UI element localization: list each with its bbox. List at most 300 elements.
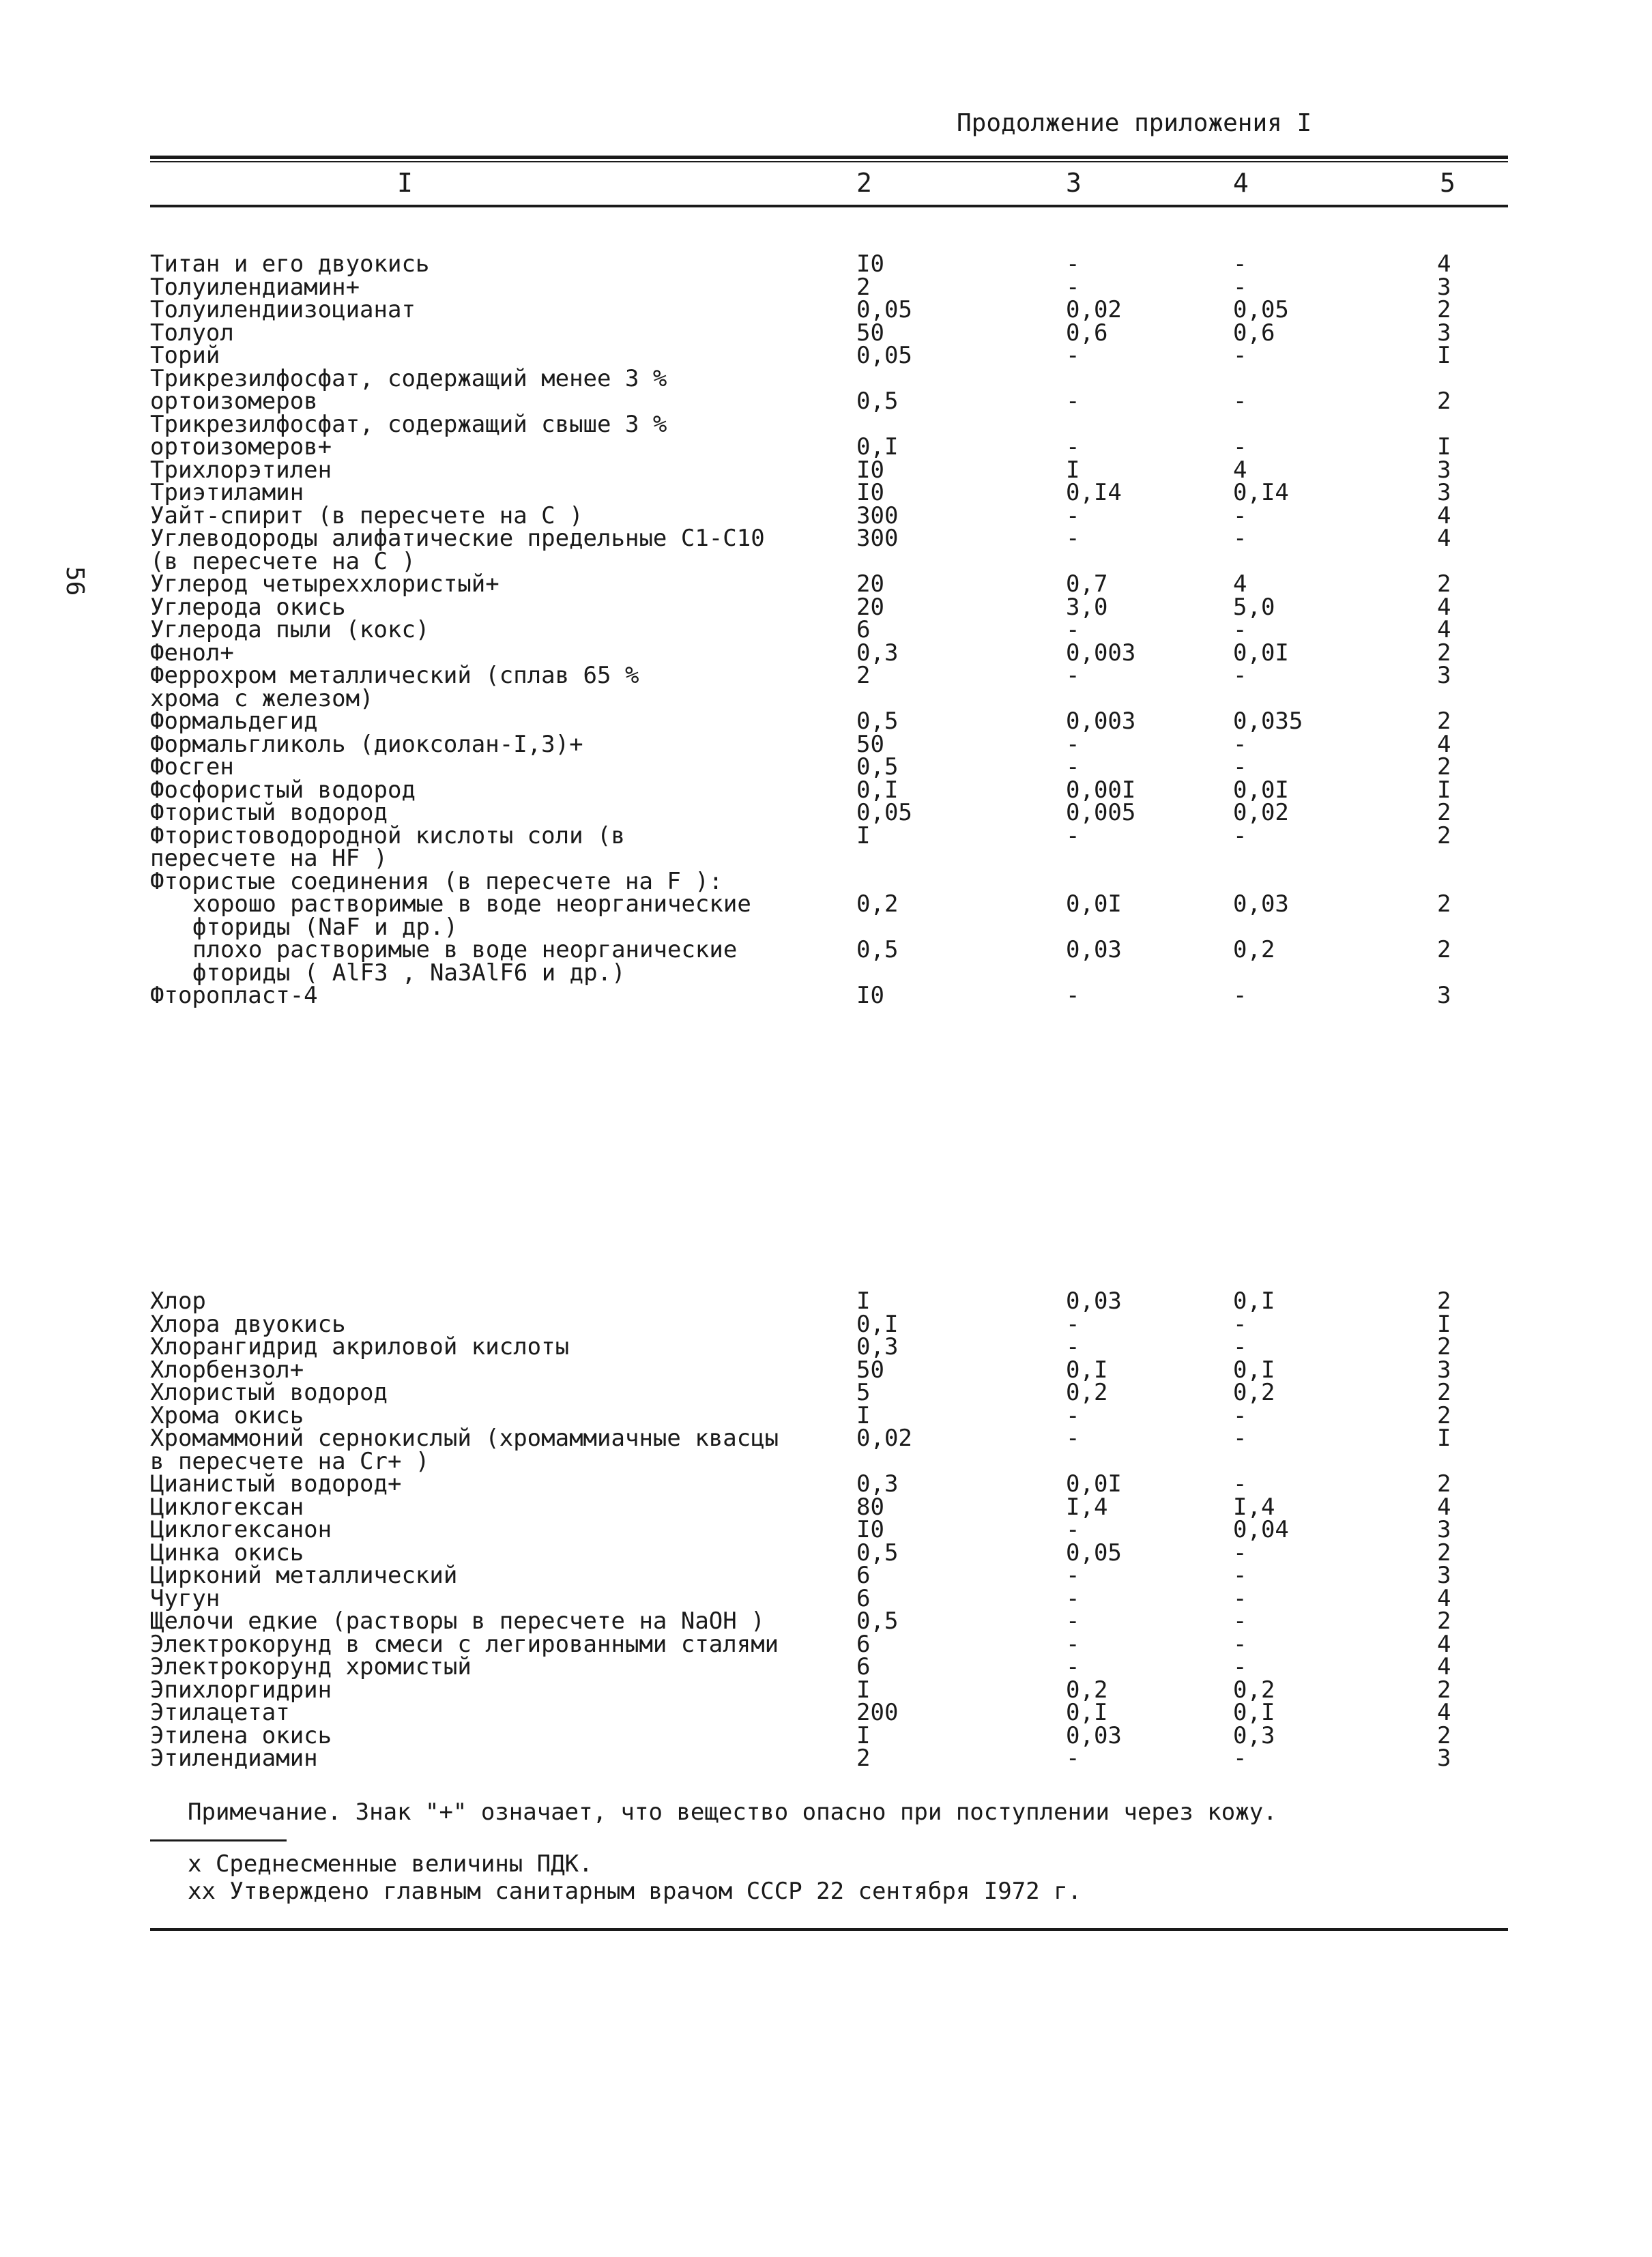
cell-col-5: 4 bbox=[1437, 1699, 1451, 1726]
column-number-1: I bbox=[397, 168, 413, 198]
table-row bbox=[0, 1287, 1652, 1315]
substance-name: ортоизомеров bbox=[150, 388, 318, 415]
substance-name: Хлористый водород bbox=[150, 1379, 388, 1406]
cell-col-3: - bbox=[1066, 1425, 1080, 1452]
table-row bbox=[0, 1518, 1652, 1541]
cell-col-3: - bbox=[1066, 662, 1080, 689]
cell-col-2: 6 bbox=[856, 1584, 871, 1612]
cell-col-2: 0,05 bbox=[856, 799, 912, 826]
table-row bbox=[0, 664, 1652, 687]
cell-col-5: 2 bbox=[1437, 1470, 1451, 1498]
page-number: 56 bbox=[61, 566, 89, 596]
cell-col-4: - bbox=[1233, 616, 1247, 643]
substance-name: Уайт-спирит (в пересчете на C ) bbox=[150, 501, 583, 529]
substance-name: Электрокорунд в смеси с легированными сталями bbox=[150, 1630, 779, 1658]
cell-col-5: 2 bbox=[1437, 1607, 1451, 1635]
cell-col-4: 0,6 bbox=[1233, 319, 1275, 347]
cell-col-5: 2 bbox=[1437, 708, 1451, 735]
cell-col-4: - bbox=[1233, 1584, 1247, 1612]
cell-col-2: I bbox=[856, 1676, 871, 1704]
header-bottom-rule bbox=[150, 205, 1508, 207]
top-rule-double-1 bbox=[150, 156, 1508, 159]
substance-name: ортоизомеров+ bbox=[150, 433, 332, 461]
substance-name: Циклогексанон bbox=[150, 1516, 332, 1543]
substance-name: Трихлорэтилен bbox=[150, 456, 332, 484]
table-row bbox=[0, 364, 1652, 392]
substance-name: Этилендиамин bbox=[150, 1745, 318, 1772]
cell-col-5: 3 bbox=[1437, 456, 1451, 484]
substance-name: хорошо растворимые в воде неорганические bbox=[192, 890, 751, 918]
cell-col-2: 0,5 bbox=[856, 1539, 899, 1567]
cell-col-3: 0,0I bbox=[1066, 890, 1122, 918]
cell-col-3: - bbox=[1066, 616, 1080, 643]
cell-col-3: 0,7 bbox=[1066, 570, 1108, 598]
cell-col-3: 3,0 bbox=[1066, 593, 1108, 621]
table-row bbox=[0, 1493, 1652, 1521]
cell-col-3: - bbox=[1066, 1310, 1080, 1338]
cell-col-3: - bbox=[1066, 501, 1080, 529]
table-row bbox=[0, 547, 1652, 575]
table-row bbox=[0, 458, 1652, 482]
substance-name: Фенол+ bbox=[150, 639, 234, 667]
table-row bbox=[0, 1539, 1652, 1567]
cell-col-3: 0,03 bbox=[1066, 1287, 1122, 1315]
cell-col-4: - bbox=[1233, 250, 1247, 278]
substance-name: Этилацетат bbox=[150, 1699, 290, 1726]
cell-col-4: - bbox=[1233, 1745, 1247, 1772]
cell-col-3: 0,I4 bbox=[1066, 479, 1122, 506]
table-row bbox=[0, 984, 1652, 1007]
substance-name: Фторопласт-4 bbox=[150, 982, 318, 1009]
cell-col-5: 3 bbox=[1437, 1356, 1451, 1384]
table-row bbox=[0, 1381, 1652, 1404]
cell-col-4: - bbox=[1233, 1333, 1247, 1360]
footnote-xx: xx Утверждено главным санитарным врачом СССР 22 сентября I972 г. bbox=[188, 1878, 1082, 1905]
substance-name: Толуилендиамин+ bbox=[150, 273, 360, 301]
cell-col-3: I,4 bbox=[1066, 1493, 1108, 1521]
cell-col-5: 2 bbox=[1437, 1676, 1451, 1704]
cell-col-3: - bbox=[1066, 1584, 1080, 1612]
cell-col-4: - bbox=[1233, 388, 1247, 415]
cell-col-3: - bbox=[1066, 1401, 1080, 1429]
table-row bbox=[0, 1310, 1652, 1338]
cell-col-4: - bbox=[1233, 342, 1247, 369]
substance-name: Торий bbox=[150, 342, 220, 369]
cell-col-4: 0,2 bbox=[1233, 936, 1275, 963]
table-row bbox=[0, 684, 1652, 712]
cell-col-2: 5 bbox=[856, 1379, 871, 1406]
cell-col-2: 0,I bbox=[856, 1310, 899, 1338]
cell-col-2: I0 bbox=[856, 479, 884, 506]
cell-col-3: 0,I bbox=[1066, 1699, 1108, 1726]
substance-name: Толуилендиизоцианат bbox=[150, 296, 416, 323]
cell-col-5: I bbox=[1437, 433, 1451, 461]
cell-col-5: 2 bbox=[1437, 1721, 1451, 1749]
table-row bbox=[0, 801, 1652, 824]
cell-col-5: 3 bbox=[1437, 1562, 1451, 1589]
top-rule-double-2 bbox=[150, 161, 1508, 162]
cell-col-3: 0,03 bbox=[1066, 1721, 1122, 1749]
substance-name: Цирконий металлический bbox=[150, 1562, 458, 1589]
cell-col-4: - bbox=[1233, 1562, 1247, 1589]
table-row bbox=[0, 481, 1652, 504]
cell-col-4: 0,I4 bbox=[1233, 479, 1289, 506]
cell-col-5: 4 bbox=[1437, 1630, 1451, 1658]
cell-col-5: 2 bbox=[1437, 1539, 1451, 1567]
cell-col-5: 4 bbox=[1437, 730, 1451, 758]
cell-col-3: I bbox=[1066, 456, 1080, 484]
substance-name: Фосфористый водород bbox=[150, 776, 416, 804]
cell-col-2: 300 bbox=[856, 501, 899, 529]
cell-col-3: - bbox=[1066, 821, 1080, 849]
cell-col-2: 0,I bbox=[856, 776, 899, 804]
cell-col-2: 80 bbox=[856, 1493, 884, 1521]
cell-col-5: 3 bbox=[1437, 1516, 1451, 1543]
cell-col-2: 0,2 bbox=[856, 890, 899, 918]
cell-col-3: - bbox=[1066, 982, 1080, 1009]
cell-col-5: 4 bbox=[1437, 593, 1451, 621]
cell-col-4: - bbox=[1233, 1425, 1247, 1452]
substance-name: Фтористый водород bbox=[150, 799, 388, 826]
table-row bbox=[0, 821, 1652, 849]
cell-col-2: I bbox=[856, 821, 871, 849]
cell-col-2: 50 bbox=[856, 730, 884, 758]
cell-col-2: 300 bbox=[856, 525, 899, 552]
continuation-label: Продолжение приложения I bbox=[957, 109, 1312, 137]
table-row bbox=[0, 252, 1652, 276]
substance-name: Чугун bbox=[150, 1584, 220, 1612]
cell-col-5: 2 bbox=[1437, 936, 1451, 963]
cell-col-5: 2 bbox=[1437, 890, 1451, 918]
cell-col-2: 0,05 bbox=[856, 296, 912, 323]
cell-col-5: 2 bbox=[1437, 639, 1451, 667]
substance-name: Фтористоводородной кислоты соли (в bbox=[150, 821, 625, 849]
cell-col-4: 0,2 bbox=[1233, 1676, 1275, 1704]
cell-col-2: 200 bbox=[856, 1699, 899, 1726]
cell-col-3: 0,005 bbox=[1066, 799, 1136, 826]
table-row bbox=[0, 1584, 1652, 1612]
cell-col-2: I bbox=[856, 1721, 871, 1749]
cell-col-5: 4 bbox=[1437, 1653, 1451, 1680]
substance-name: Толуол bbox=[150, 319, 234, 347]
substance-name: Формальдегид bbox=[150, 708, 318, 735]
table-row bbox=[0, 298, 1652, 321]
table-row bbox=[0, 1427, 1652, 1450]
substance-name: Циклогексан bbox=[150, 1493, 304, 1521]
cell-col-2: 20 bbox=[856, 570, 884, 598]
cell-col-2: I0 bbox=[856, 1516, 884, 1543]
table-row bbox=[0, 1678, 1652, 1702]
cell-col-2: 0,5 bbox=[856, 388, 899, 415]
cell-col-4: 0,02 bbox=[1233, 799, 1289, 826]
table-row bbox=[0, 344, 1652, 367]
cell-col-4: 0,2 bbox=[1233, 1379, 1275, 1406]
cell-col-5: I bbox=[1437, 1425, 1451, 1452]
bottom-rule bbox=[150, 1928, 1508, 1931]
cell-col-4: - bbox=[1233, 1653, 1247, 1680]
cell-col-5: 4 bbox=[1437, 1493, 1451, 1521]
cell-col-2: I0 bbox=[856, 250, 884, 278]
cell-col-2: I0 bbox=[856, 982, 884, 1009]
table-row bbox=[0, 1472, 1652, 1496]
cell-col-3: - bbox=[1066, 753, 1080, 781]
footnote-x: x Среднесменные величины ПДК. bbox=[188, 1850, 593, 1878]
cell-col-4: 0,I bbox=[1233, 1699, 1275, 1726]
cell-col-5: 4 bbox=[1437, 525, 1451, 552]
substance-name: Хлорбензол+ bbox=[150, 1356, 304, 1384]
table-row bbox=[0, 1564, 1652, 1587]
cell-col-2: 0,5 bbox=[856, 936, 899, 963]
table-row bbox=[0, 593, 1652, 621]
column-number-3: 3 bbox=[1066, 168, 1082, 198]
substance-name: Хлорангидрид акриловой кислоты bbox=[150, 1333, 570, 1360]
substance-name: фториды ( AlF3 , Na3AlF6 и др.) bbox=[192, 959, 626, 987]
substance-name: Феррохром металлический (сплав 65 % bbox=[150, 662, 639, 689]
cell-col-3: - bbox=[1066, 388, 1080, 415]
cell-col-4: 0,0I bbox=[1233, 639, 1289, 667]
table-row bbox=[0, 753, 1652, 781]
cell-col-4: - bbox=[1233, 433, 1247, 461]
table-row bbox=[0, 1701, 1652, 1724]
substance-name: пересчете на HF ) bbox=[150, 845, 388, 872]
substance-name: Триэтиламин bbox=[150, 479, 304, 506]
cell-col-2: 6 bbox=[856, 1653, 871, 1680]
cell-col-5: 2 bbox=[1437, 296, 1451, 323]
cell-col-2: 0,02 bbox=[856, 1425, 912, 1452]
substance-name: Цианистый водород+ bbox=[150, 1470, 402, 1498]
cell-col-3: - bbox=[1066, 730, 1080, 758]
substance-name: Цинка окись bbox=[150, 1539, 304, 1567]
table-row bbox=[0, 1607, 1652, 1635]
cell-col-5: 2 bbox=[1437, 1333, 1451, 1360]
cell-col-5: I bbox=[1437, 1310, 1451, 1338]
cell-col-2: 2 bbox=[856, 662, 871, 689]
footnote-divider bbox=[150, 1839, 287, 1841]
substance-name: Углеводороды алифатические предельные C1-C10 bbox=[150, 525, 765, 552]
substance-name: Трикрезилфосфат, содержащий свыше 3 % bbox=[150, 410, 667, 438]
cell-col-3: 0,2 bbox=[1066, 1379, 1108, 1406]
cell-col-2: I0 bbox=[856, 456, 884, 484]
substance-name: Формальгликоль (диоксолан-I,3)+ bbox=[150, 730, 583, 758]
substance-name: Эпихлоргидрин bbox=[150, 1676, 332, 1704]
cell-col-4: - bbox=[1233, 1539, 1247, 1567]
substance-name: Электрокорунд хромистый bbox=[150, 1653, 472, 1680]
cell-col-5: 2 bbox=[1437, 570, 1451, 598]
cell-col-5: 4 bbox=[1437, 250, 1451, 278]
cell-col-2: 0,I bbox=[856, 433, 899, 461]
substance-name: Трикрезилфосфат, содержащий менее 3 % bbox=[150, 364, 667, 392]
cell-col-2: 2 bbox=[856, 1745, 871, 1772]
table-row bbox=[0, 1721, 1652, 1749]
cell-col-5: 4 bbox=[1437, 501, 1451, 529]
cell-col-4: - bbox=[1233, 982, 1247, 1009]
table-row bbox=[0, 390, 1652, 413]
cell-col-5: 2 bbox=[1437, 821, 1451, 849]
substance-name: Хрома окись bbox=[150, 1401, 304, 1429]
table-row bbox=[0, 961, 1652, 985]
cell-col-3: - bbox=[1066, 250, 1080, 278]
cell-col-2: 6 bbox=[856, 1630, 871, 1658]
cell-col-3: - bbox=[1066, 1516, 1080, 1543]
cell-col-5: 3 bbox=[1437, 662, 1451, 689]
cell-col-4: - bbox=[1233, 501, 1247, 529]
cell-col-4: - bbox=[1233, 753, 1247, 781]
cell-col-3: 0,0I bbox=[1066, 1470, 1122, 1498]
table-row bbox=[0, 1335, 1652, 1358]
cell-col-4: 4 bbox=[1233, 570, 1247, 598]
cell-col-4: 0,05 bbox=[1233, 296, 1289, 323]
substance-name: Этилена окись bbox=[150, 1721, 332, 1749]
cell-col-4: - bbox=[1233, 1630, 1247, 1658]
cell-col-2: I bbox=[856, 1401, 871, 1429]
cell-col-4: 0,3 bbox=[1233, 1721, 1275, 1749]
cell-col-2: 6 bbox=[856, 1562, 871, 1589]
cell-col-2: 0,3 bbox=[856, 639, 899, 667]
cell-col-3: - bbox=[1066, 433, 1080, 461]
cell-col-3: - bbox=[1066, 273, 1080, 301]
cell-col-2: 0,5 bbox=[856, 753, 899, 781]
cell-col-4: I,4 bbox=[1233, 1493, 1275, 1521]
table-row bbox=[0, 527, 1652, 550]
cell-col-4: 0,03 bbox=[1233, 890, 1289, 918]
cell-col-3: - bbox=[1066, 525, 1080, 552]
substance-name: Титан и его двуокись bbox=[150, 250, 430, 278]
cell-col-5: 3 bbox=[1437, 1745, 1451, 1772]
cell-col-3: 0,6 bbox=[1066, 319, 1108, 347]
cell-col-3: 0,003 bbox=[1066, 639, 1136, 667]
table-row bbox=[0, 433, 1652, 461]
substance-name: Фтористые соединения (в пересчете на F ): bbox=[150, 867, 723, 895]
cell-col-4: - bbox=[1233, 525, 1247, 552]
cell-col-5: 2 bbox=[1437, 1379, 1451, 1406]
cell-col-4: 4 bbox=[1233, 456, 1247, 484]
cell-col-4: 5,0 bbox=[1233, 593, 1275, 621]
table-row bbox=[0, 1655, 1652, 1678]
cell-col-3: - bbox=[1066, 1607, 1080, 1635]
column-number-2: 2 bbox=[856, 168, 872, 198]
cell-col-5: 4 bbox=[1437, 616, 1451, 643]
cell-col-3: - bbox=[1066, 1653, 1080, 1680]
substance-name: Хлор bbox=[150, 1287, 206, 1315]
cell-col-4: - bbox=[1233, 662, 1247, 689]
column-number-4: 4 bbox=[1233, 168, 1249, 198]
cell-col-3: - bbox=[1066, 1630, 1080, 1658]
cell-col-3: 0,00I bbox=[1066, 776, 1136, 804]
cell-col-2: 0,5 bbox=[856, 708, 899, 735]
cell-col-2: 50 bbox=[856, 319, 884, 347]
substance-name: Хромаммоний сернокислый (хромаммиачные квасцы bbox=[150, 1425, 779, 1452]
cell-col-4: 0,0I bbox=[1233, 776, 1289, 804]
cell-col-2: 0,5 bbox=[856, 1607, 899, 1635]
table-row bbox=[0, 892, 1652, 916]
table-row bbox=[0, 618, 1652, 641]
table-row bbox=[0, 1358, 1652, 1382]
cell-col-4: - bbox=[1233, 273, 1247, 301]
cell-col-3: 0,I bbox=[1066, 1356, 1108, 1384]
table-row bbox=[0, 641, 1652, 665]
cell-col-3: - bbox=[1066, 342, 1080, 369]
table-row bbox=[0, 273, 1652, 301]
table-row bbox=[0, 847, 1652, 870]
cell-col-2: 0,3 bbox=[856, 1470, 899, 1498]
cell-col-5: 3 bbox=[1437, 982, 1451, 1009]
cell-col-5: 2 bbox=[1437, 1401, 1451, 1429]
table-row bbox=[0, 710, 1652, 733]
substance-name: Хлора двуокись bbox=[150, 1310, 346, 1338]
cell-col-2: I bbox=[856, 1287, 871, 1315]
substance-name: Углерода окись bbox=[150, 593, 346, 621]
cell-col-5: 2 bbox=[1437, 388, 1451, 415]
cell-col-3: 0,03 bbox=[1066, 936, 1122, 963]
cell-col-2: 20 bbox=[856, 593, 884, 621]
cell-col-5: I bbox=[1437, 342, 1451, 369]
table-row bbox=[0, 938, 1652, 961]
table-row bbox=[0, 1747, 1652, 1770]
cell-col-4: 0,035 bbox=[1233, 708, 1303, 735]
cell-col-4: - bbox=[1233, 821, 1247, 849]
substance-name: фториды (NaF и др.) bbox=[192, 913, 458, 941]
substance-name: Углерода пыли (кокс) bbox=[150, 616, 430, 643]
cell-col-3: - bbox=[1066, 1333, 1080, 1360]
substance-name: в пересчете на Cr+ ) bbox=[150, 1447, 430, 1475]
cell-col-4: 0,04 bbox=[1233, 1516, 1289, 1543]
cell-col-5: I bbox=[1437, 776, 1451, 804]
column-number-5: 5 bbox=[1440, 168, 1455, 198]
cell-col-5: 4 bbox=[1437, 1584, 1451, 1612]
table-note: Примечание. Знак "+" означает, что вещество опасно при поступлении через кожу. bbox=[188, 1799, 1277, 1826]
cell-col-3: 0,02 bbox=[1066, 296, 1122, 323]
cell-col-5: 2 bbox=[1437, 799, 1451, 826]
cell-col-2: 2 bbox=[856, 273, 871, 301]
cell-col-4: 0,I bbox=[1233, 1287, 1275, 1315]
cell-col-2: 6 bbox=[856, 616, 871, 643]
substance-name: Углерод четыреххлористый+ bbox=[150, 570, 499, 598]
cell-col-4: - bbox=[1233, 1470, 1247, 1498]
cell-col-5: 2 bbox=[1437, 753, 1451, 781]
cell-col-3: 0,2 bbox=[1066, 1676, 1108, 1704]
substance-name: Щелочи едкие (растворы в пересчете на NaOH ) bbox=[150, 1607, 765, 1635]
substance-name: (в пересчете на C ) bbox=[150, 547, 416, 575]
cell-col-3: 0,003 bbox=[1066, 708, 1136, 735]
substance-name: Фосген bbox=[150, 753, 234, 781]
cell-col-3: - bbox=[1066, 1562, 1080, 1589]
table-row bbox=[0, 321, 1652, 345]
table-row bbox=[0, 501, 1652, 529]
cell-col-2: 50 bbox=[856, 1356, 884, 1384]
table-row bbox=[0, 572, 1652, 596]
table-row bbox=[0, 410, 1652, 438]
cell-col-4: - bbox=[1233, 730, 1247, 758]
table-row bbox=[0, 867, 1652, 895]
table-row bbox=[0, 1401, 1652, 1429]
cell-col-4: - bbox=[1233, 1401, 1247, 1429]
substance-name: плохо растворимые в воде неорганические bbox=[192, 936, 738, 963]
cell-col-5: 3 bbox=[1437, 479, 1451, 506]
cell-col-3: 0,05 bbox=[1066, 1539, 1122, 1567]
table-row bbox=[0, 730, 1652, 758]
table-row bbox=[0, 778, 1652, 802]
table-row bbox=[0, 1630, 1652, 1658]
cell-col-4: - bbox=[1233, 1310, 1247, 1338]
cell-col-5: 2 bbox=[1437, 1287, 1451, 1315]
table-row bbox=[0, 1447, 1652, 1475]
cell-col-5: 3 bbox=[1437, 319, 1451, 347]
cell-col-4: 0,I bbox=[1233, 1356, 1275, 1384]
cell-col-4: - bbox=[1233, 1607, 1247, 1635]
table-row bbox=[0, 913, 1652, 941]
cell-col-2: 0,3 bbox=[856, 1333, 899, 1360]
substance-name: хрома с железом) bbox=[150, 684, 374, 712]
